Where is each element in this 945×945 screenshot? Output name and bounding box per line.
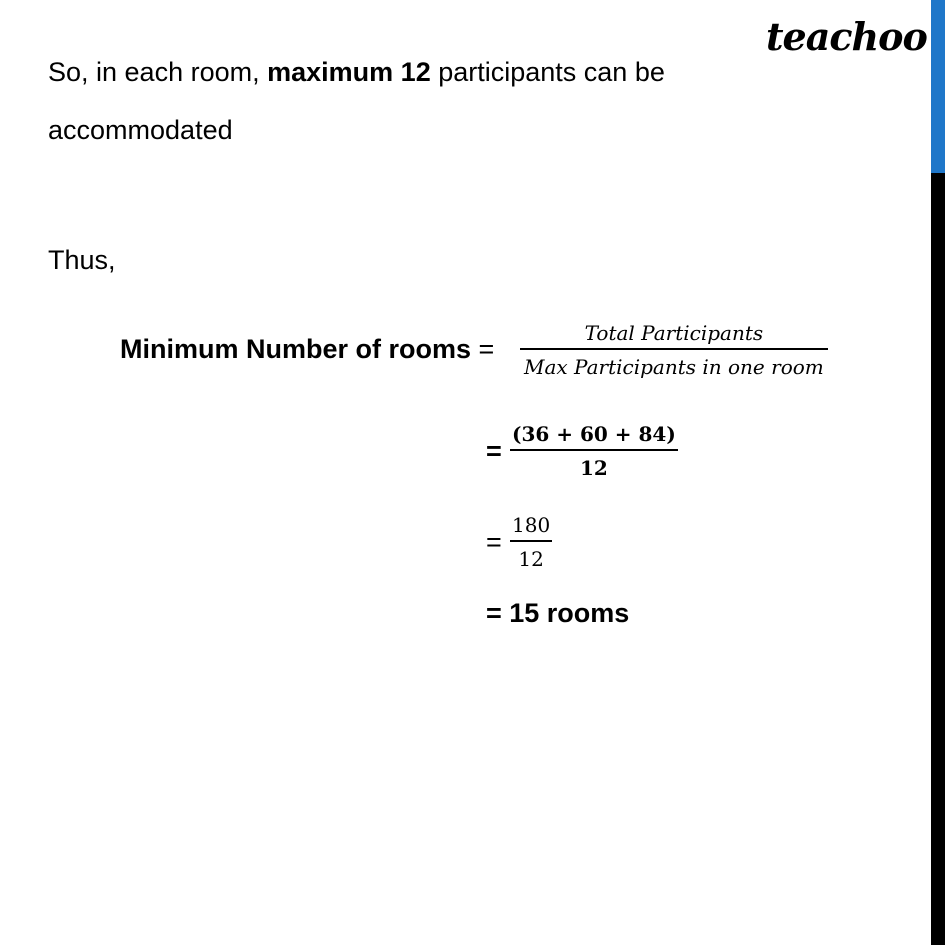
paragraph-line-1 [48,56,665,88]
formula-numerator: Total Participants [584,321,764,345]
paragraph-prefix: So, in each room, [48,57,268,87]
step2-numerator: 180 [512,513,551,537]
formula-fraction [520,320,828,380]
side-bar [931,0,945,945]
result-text: = 15 rooms [486,598,630,628]
thus-text: Thus, [48,245,116,275]
formula-label: Minimum Number of rooms [120,334,472,364]
step2-fraction [510,512,552,572]
step1-equals: = [486,436,502,466]
step1-denominator: 12 [579,456,608,480]
paragraph-bold: maximum 12 [267,57,431,87]
step1-fraction [510,421,678,481]
teachoo-logo: teachoo [766,14,927,59]
formula-label-line [120,333,494,365]
side-bar-accent [931,0,945,173]
paragraph-suffix: participants can be [430,57,665,87]
paragraph-line-2: accommodated [48,115,233,145]
step2-denominator: 12 [518,547,544,571]
formula-denominator: Max Participants in one room [524,355,824,379]
formula-equals: = [471,334,495,364]
step2-equals: = [486,527,502,557]
step1-numerator: (36 + 60 + 84) [512,422,676,446]
